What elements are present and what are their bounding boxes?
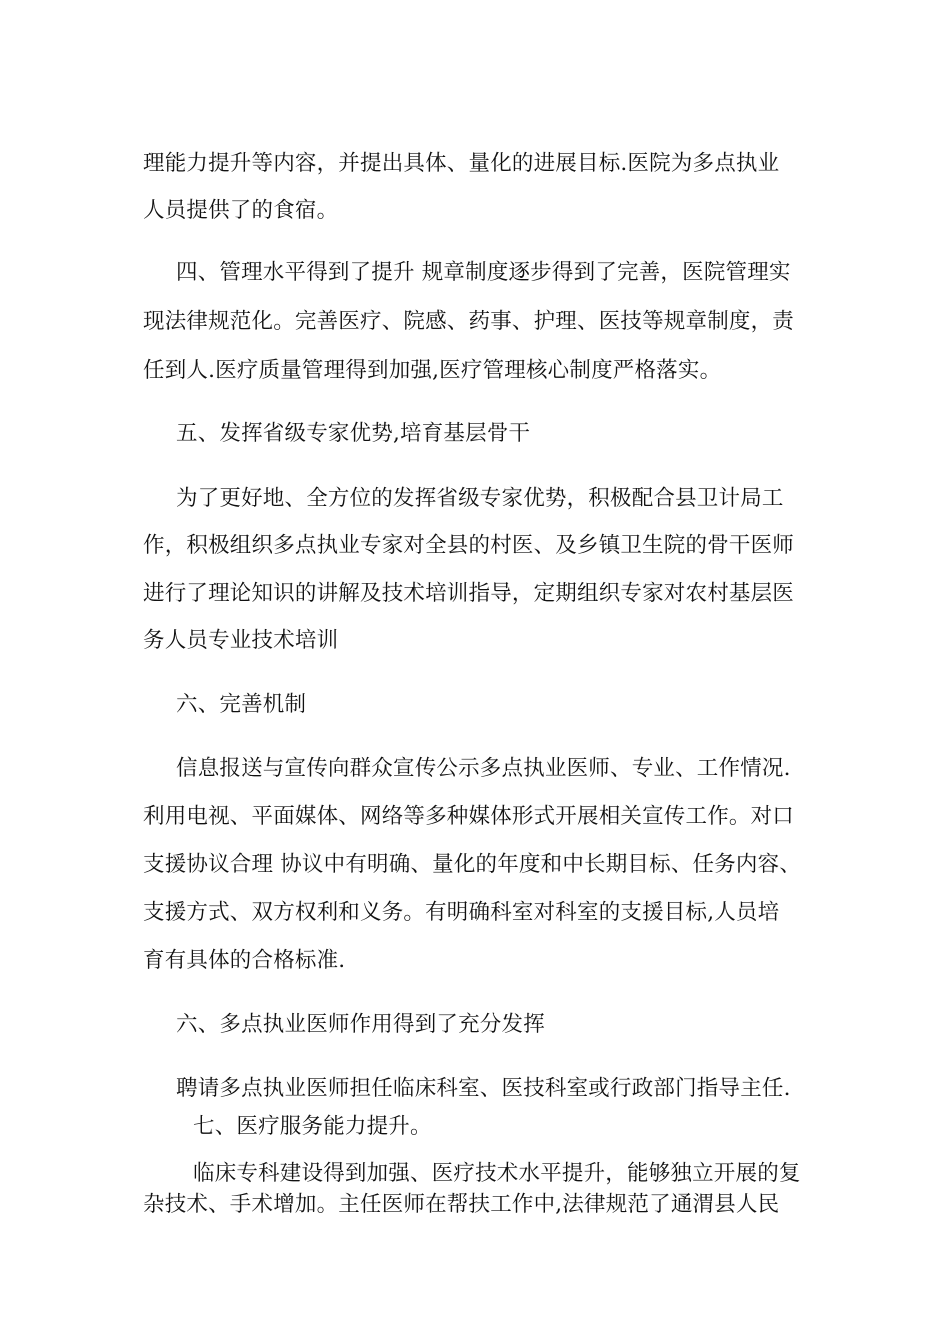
text-line: 信息报送与宣传向群众宣传公示多点执业医师、专业、工作情况.	[176, 756, 791, 781]
text-line: 人员提供了的食宿。	[143, 198, 339, 223]
section-heading: 六、完善机制	[176, 692, 307, 717]
text-line: 务人员专业技术培训	[143, 628, 339, 653]
text-line: 聘请多点执业医师担任临床科室、医技科室或行政部门指导主任.	[176, 1076, 791, 1101]
text-line: 为了更好地、全方位的发挥省级专家优势，积极配合县卫计局工	[176, 486, 784, 511]
text-line: 现法律规范化。完善医疗、院感、药事、护理、医技等规章制度，责	[143, 309, 795, 334]
text-line: 任到人.医疗质量管理得到加强,医疗管理核心制度严格落实。	[143, 358, 722, 383]
section-heading: 六、多点执业医师作用得到了充分发挥	[176, 1012, 545, 1037]
text-line: 育有具体的合格标准.	[143, 948, 346, 973]
text-line: 支援方式、双方权利和义务。有明确科室对科室的支援目标,人员培	[143, 900, 780, 925]
section-heading: 四、管理水平得到了提升 规章制度逐步得到了完善，医院管理实	[176, 260, 791, 285]
text-line: 支援协议合理 协议中有明确、量化的年度和中长期目标、任务内容、	[143, 852, 802, 877]
text-line: 杂技术、手术增加。主任医师在帮扶工作中,法律规范了通渭县人民	[143, 1192, 780, 1217]
text-line: 临床专科建设得到加强、医疗技术水平提升，能够独立开展的复	[193, 1161, 801, 1186]
text-line: 利用电视、平面媒体、网络等多种媒体形式开展相关宣传工作。对口	[143, 804, 795, 829]
text-line: 进行了理论知识的讲解及技术培训指导，定期组织专家对农村基层医	[143, 581, 795, 606]
text-line: 作，积极组织多点执业专家对全县的村医、及乡镇卫生院的骨干医师	[143, 533, 795, 558]
text-line: 理能力提升等内容，并提出具体、量化的进展目标.医院为多点执业	[143, 151, 780, 176]
section-heading: 五、发挥省级专家优势,培育基层骨干	[176, 421, 531, 446]
section-heading: 七、医疗服务能力提升。	[193, 1114, 432, 1139]
